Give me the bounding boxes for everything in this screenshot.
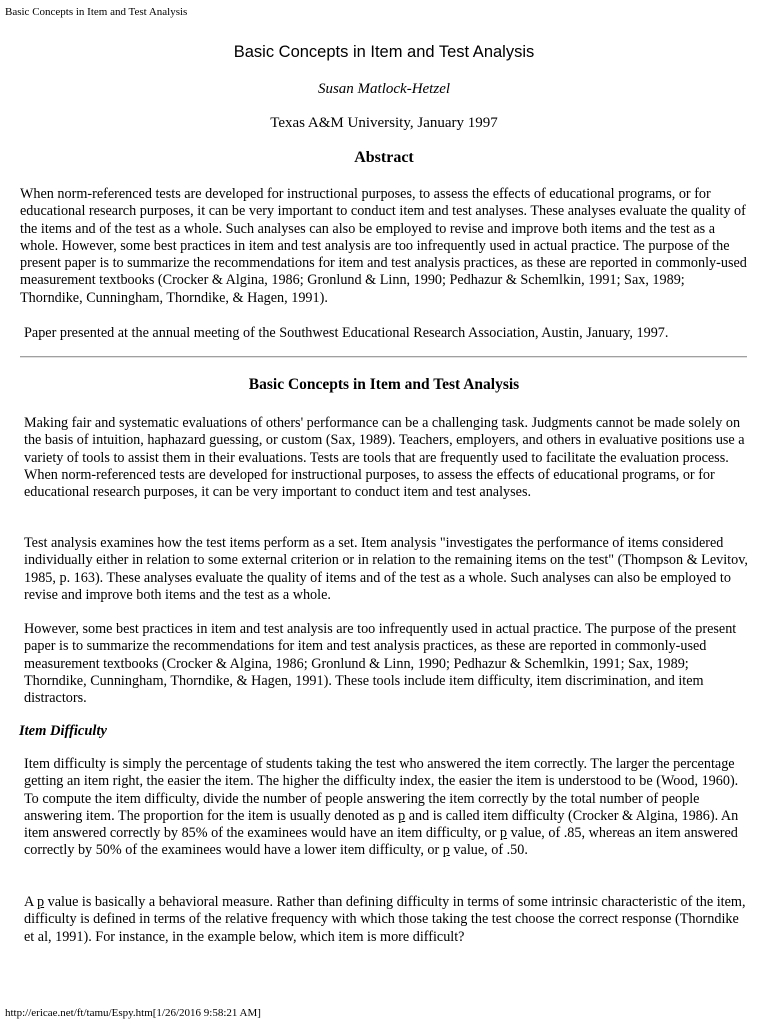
body-paragraph-test-analysis: Test analysis examines how the test items perform as a set. Item analysis "investigates the performance of items considered individually either in relation to some external criterion or in relation to the remaining items on the test" (Thompson & Levitov, 1985, p. 163). These analyses evaluate the quality of items and of the test as a whole. Such analyses can also be employed to revise and improve both items and the test as a whole. <box>24 535 748 603</box>
body-paragraph-best-practices: However, some best practices in item and test analysis are too infrequently used in actual practice. The purpose of the present paper is to summarize the recommendations for item and test analysis practices, as these are reported in commonly-used measurement textbooks (Crocker & Algina, 1986; Gronlund & Linn, 1990; Pedhazur & Schemlkin, 1991; Sax, 1989; Thorndike, Cunningham, Thorndike, & Hagen, 1991). These tools include item difficulty, item discrimination, and item distractors. <box>24 621 737 707</box>
section-heading: Basic Concepts in Item and Test Analysis <box>248 376 520 393</box>
p-symbol: p <box>442 842 450 859</box>
p-value-paragraph: A p value is basically a behavioral measure. Rather than defining difficulty in terms of some intrinsic characteristic of the item, difficulty is defined in terms of the relative frequency with which those taking the test choose the correct response (Thorndike et al, 1991). For instance, in the example below, which item is more difficult? <box>24 894 746 945</box>
p-symbol: p <box>499 825 508 842</box>
abstract-paragraph: When norm-referenced tests are developed for instructional purposes, to assess the effects of educational programs, or for educational research purposes, it can be very important to conduct item and test analyses. These analyses evaluate the quality of the items and of the test as a whole. Such analyses can also be employed to revise and improve both items and the test as a whole. However, some best practices in item and test analysis are too infrequently used in actual practice. The purpose of the present paper is to summarize the recommendations for item and test analysis practices, as these are reported in commonly-used measurement textbooks (Crocker & Algina, 1986; Gronlund & Linn, 1990; Pedhazur & Schemlkin, 1991; Sax, 1989; Thorndike, Cunningham, Thorndike, & Hagen, 1991). <box>20 186 747 306</box>
presentation-note: Paper presented at the annual meeting of the Southwest Educational Research Association, Austin, January, 1997. <box>24 325 669 341</box>
p-symbol: p <box>37 894 45 910</box>
item-difficulty-paragraph: Item difficulty is simply the percentage of students taking the test who answered the item correctly. The larger the percentage getting an item right, the easier the item. The higher the difficulty index, the easier the item is understood to be (Wood, 1960). To compute the item difficulty, divide the number of people answering the item correctly by the total number of people answering item. The proportion for the item is usually denoted as p and is called item difficulty (Crocker & Algina, 1986). An item answered correctly by 85% of the examinees would have an item difficulty, or p value, of .85, whereas an item answered correctly by 50% of the examinees would have a lower item difficulty, or p value, of .50. <box>24 756 739 859</box>
author-name: Susan Matlock-Hetzel <box>317 81 451 97</box>
subheading-item-difficulty: Item Difficulty <box>19 723 107 739</box>
section-divider <box>20 356 747 358</box>
p-symbol: p <box>398 807 406 824</box>
source-url-footer: http://ericae.net/ft/tamu/Espy.htm[1/26/2016 9:58:21 AM] <box>5 1007 261 1019</box>
abstract-heading: Abstract <box>354 149 414 166</box>
document-title: Basic Concepts in Item and Test Analysis <box>233 43 535 61</box>
body-paragraph-intro: Making fair and systematic evaluations of others' performance can be a challenging task. Judgments cannot be made solely on the basis of intuition, haphazard guessing, or custom (Sax, 1989). Teachers, employers, and others in evaluative positions use a variety of tools to assist them in their evaluations. Tests are tools that are frequently used to facilitate the evaluation process. When norm-referenced tests are developed for instructional purposes, to assess the effects of educational programs, or for educational research purposes, it can be very important to conduct item and test analyses. <box>24 415 745 501</box>
affiliation-date: Texas A&M University, January 1997 <box>270 115 498 131</box>
running-header: Basic Concepts in Item and Test Analysis <box>5 6 188 18</box>
